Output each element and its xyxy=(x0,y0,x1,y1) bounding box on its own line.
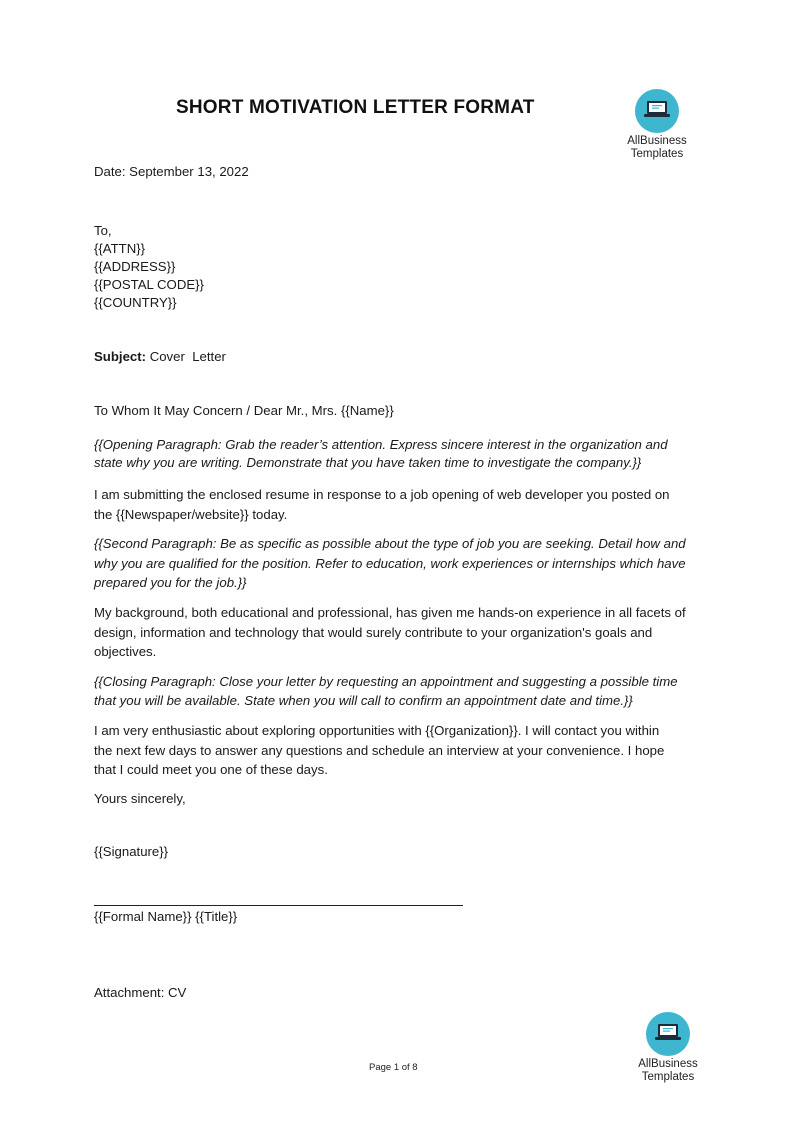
text-line: I am very enthusiastic about exploring opportunities with {{Organization}}. I will contact you within xyxy=(94,723,660,738)
opening-paragraph-guidance xyxy=(94,436,709,472)
laptop-logo-icon xyxy=(646,1012,690,1056)
laptop-logo-icon xyxy=(635,89,679,133)
address-attn: {{ATTN}} xyxy=(94,241,146,256)
recipient-address xyxy=(94,222,204,312)
signature-placeholder: {{Signature}} xyxy=(94,844,169,859)
text-line: why you are qualified for the position. Refer to education, work experiences or internships which have xyxy=(94,555,686,571)
body-paragraph-1 xyxy=(94,485,709,524)
subject-label: Subject: xyxy=(94,349,147,364)
text-line: {{Opening Paragraph: Grab the reader’s attention. Express sincere interest in the organization and xyxy=(94,437,668,452)
text-line: {{Second Paragraph: Be as specific as possible about the type of job you are seeking. Detail how and xyxy=(94,536,686,551)
text-line: My background, both educational and professional, has given me hands-on experience in all facets of xyxy=(94,605,686,620)
address-to: To, xyxy=(94,223,112,238)
brand-logo-bottom xyxy=(623,1012,713,1084)
body-paragraph-3 xyxy=(94,721,709,780)
body-paragraph-2 xyxy=(94,603,709,662)
subject-value: Cover Letter xyxy=(149,349,226,364)
text-line: objectives. xyxy=(94,644,157,659)
logo-text-line2: Templates xyxy=(641,1071,695,1083)
logo-text-line1: AllBusiness xyxy=(627,135,687,147)
formal-name-title: {{Formal Name}} {{Title}} xyxy=(94,909,238,924)
date-line: Date: September 13, 2022 xyxy=(94,164,249,179)
closing-line: Yours sincerely, xyxy=(94,791,186,806)
text-line: {{Closing Paragraph: Close your letter by requesting an appointment and suggesting a possible time xyxy=(94,674,678,689)
subject-line xyxy=(94,348,226,366)
text-line: design, information and technology that would surely contribute to your organization's goals and xyxy=(94,624,653,640)
second-paragraph-guidance xyxy=(94,534,709,593)
address-street: {{ADDRESS}} xyxy=(94,259,176,274)
signature-line xyxy=(94,905,463,906)
text-line: I am submitting the enclosed resume in response to a job opening of web developer you posted on xyxy=(94,487,670,502)
salutation: To Whom It May Concern / Dear Mr., Mrs. {{Name}} xyxy=(94,403,394,418)
text-line: prepared you for the job.}} xyxy=(94,575,247,590)
page-title: SHORT MOTIVATION LETTER FORMAT xyxy=(176,97,535,118)
attachment-line: Attachment: CV xyxy=(94,985,187,1000)
text-line: the {{Newspaper/website}} today. xyxy=(94,506,288,522)
text-line: the next few days to answer any questions and schedule an interview at your convenience. I hope xyxy=(94,742,665,758)
text-line: that I could meet you one of these days. xyxy=(94,762,328,777)
address-postal-code: {{POSTAL CODE}} xyxy=(94,277,204,292)
brand-logo-top xyxy=(612,89,702,161)
address-country: {{COUNTRY}} xyxy=(94,295,177,310)
logo-text-line2: Templates xyxy=(630,148,684,160)
logo-text-line1: AllBusiness xyxy=(638,1058,698,1070)
page-number: Page 1 of 8 xyxy=(369,1062,418,1073)
text-line: that you will be available. State when you will call to confirm an appointment date and time.}} xyxy=(94,693,633,708)
closing-paragraph-guidance xyxy=(94,672,709,710)
text-line: state why you are writing. Demonstrate that you have taken time to investigate the company.}} xyxy=(94,455,642,470)
